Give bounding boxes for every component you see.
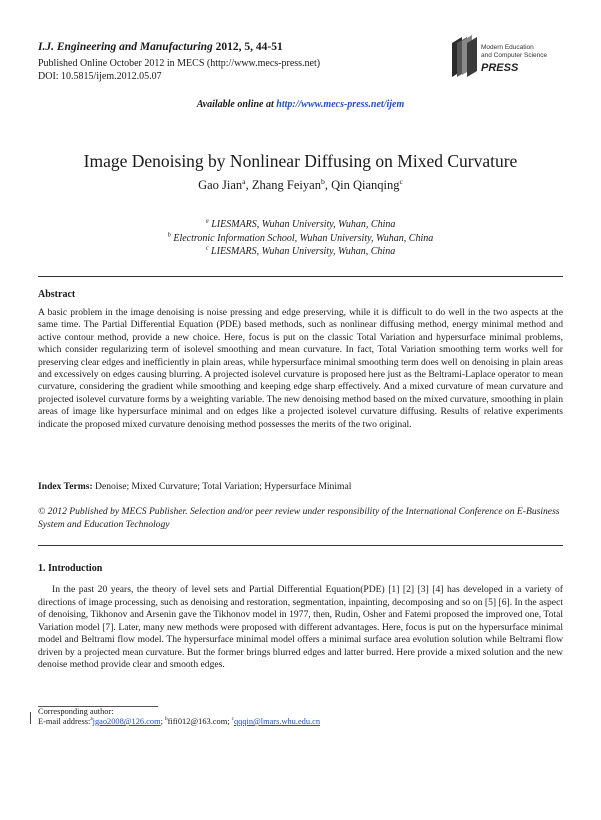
introduction-text: In the past 20 years, the theory of level sets and Partial Differential Equation(PDE) [1] [2] [3] [4] has developed in a variety of directions of image processing, such as denoising and restoration, segmentation, inpainting, decomposing and so on [5] [6]. In the aspect of denoising, Tikhonov and Arsenin gave the Tikhonov model in 1977, then, Rudin, Osher and Fatemi proposed the improved one, Total Variation model [7]. Later, many new methods were proposed with different advantages. Here, focus is put on the hypersurface minimal model and Beltrami flow model. The hypersurface minimal model offers a minimal surface area evolution solution while Beltrami flow driven by a projected mean curvature. But the former brings blurred edges and latter burred. Here provide a mixed solution and the new denoise method provide clear and smooth edges. xyxy=(38,584,563,670)
journal-url-link[interactable]: http://www.mecs-press.net/ijem xyxy=(276,99,405,110)
journal-title xyxy=(38,41,283,53)
author-affiliation-mark: b xyxy=(320,176,325,186)
corresponding-author: Corresponding author: xyxy=(38,707,114,716)
affiliation-b: $^b$ Electronic Information School, Wuhan University, Wuhan, China xyxy=(167,231,434,244)
email-link[interactable]: fifi012@163.com xyxy=(167,717,228,726)
available-online xyxy=(0,99,601,110)
email-mark: a xyxy=(90,716,93,723)
email-label: E-mail address: xyxy=(38,717,91,726)
index-terms-text: Denoise; Mixed Curvature; Total Variation; Hypersurface Minimal xyxy=(92,481,352,492)
abstract-heading: Abstract xyxy=(38,289,76,300)
email-link[interactable]: jgao2008@126.com xyxy=(92,717,161,726)
introduction-heading: 1. Introduction xyxy=(38,563,103,574)
email-mark: b xyxy=(165,716,168,723)
email-addresses xyxy=(38,717,320,726)
divider-top xyxy=(38,276,563,277)
email-separator: ; xyxy=(227,717,232,726)
journal-volume: 2012, 5, 44-51 xyxy=(215,41,283,53)
copyright-notice: © 2012 Published by MECS Publisher. Selection and/or peer review under responsibility of the International Conference on E-Business System and Education Technology xyxy=(38,506,560,530)
affiliation-a: $^a$ LIESMARS, Wuhan University, Wuhan, China xyxy=(205,217,396,230)
change-bar xyxy=(30,712,31,724)
index-terms-label: Index Terms: xyxy=(38,481,93,492)
author-name: Gao Jian xyxy=(198,178,243,192)
author-name: Qin Qianqing xyxy=(331,178,400,192)
available-prefix: Available online at xyxy=(196,99,277,110)
divider-bottom xyxy=(38,545,563,546)
journal-name: I.J. Engineering and Manufacturing xyxy=(38,41,213,53)
mecs-press-logo xyxy=(448,31,558,79)
abstract-text: A basic problem in the image denoising is noise pressing and edge preserving, while it is difficult to do well in the two aspects at the same time. The Partial Differential Equation (PDE) based methods, such as nonlinear diffusing method, energy minimal method and active contour method, provide a new choice. Here, focus is put on the classic Total Variation and hypersurface minimal problems, which consider regularizing term of isolevel smoothing and mean curvature. In fact, Total Variation smoothing term works well for preserving clear edges and inefficiently in plain areas, while hypersurface minimal smoothing term does well on denoising in plain areas and excessively on edges causing blurring. A projected isolevel curvature is proposed here just as the Beltrami-Laplace operator to mean curvature, considering the gradient while smoothing and keeping edge sharp effectively. And a mixed curvature of mean curvature and projected isolevel curvature forms by a weighting variable. The new denoising method based on the mixed curvature, smoothing in plain areas of image like hypersurface minimal and on edges like a projected isolevel curvature diffusing. Results of relative experiments indicate the proposed mixed curvature denoising method possesses the merits of the two original. xyxy=(38,307,563,430)
author-separator: , xyxy=(324,178,332,192)
email-mark: c xyxy=(231,716,234,723)
affiliation-c: $^c$ LIESMARS, Wuhan University, Wuhan, China xyxy=(205,244,396,257)
doi: DOI: 10.5815/ijem.2012.05.07 xyxy=(38,71,162,82)
author-affiliation-mark: a xyxy=(242,176,246,186)
email-link[interactable]: qqqin@lmars.whu.edu.cn xyxy=(233,717,321,726)
email-separator: ; xyxy=(160,717,166,726)
author-affiliation-mark: c xyxy=(399,176,403,186)
book-stack-icon xyxy=(452,35,477,77)
author-separator: , xyxy=(245,178,252,192)
logo-press: PRESS xyxy=(481,62,519,74)
author-list xyxy=(0,178,601,193)
index-terms xyxy=(38,481,563,492)
author-name: Zhang Feiyan xyxy=(251,178,321,192)
logo-line-1: Modern Education xyxy=(481,44,534,51)
paper-title: Image Denoising by Nonlinear Diffusing on Mixed Curvature xyxy=(83,151,518,171)
published-online: Published Online October 2012 in MECS (http://www.mecs-press.net) xyxy=(38,58,321,69)
logo-line-2: and Computer Science xyxy=(481,52,548,59)
